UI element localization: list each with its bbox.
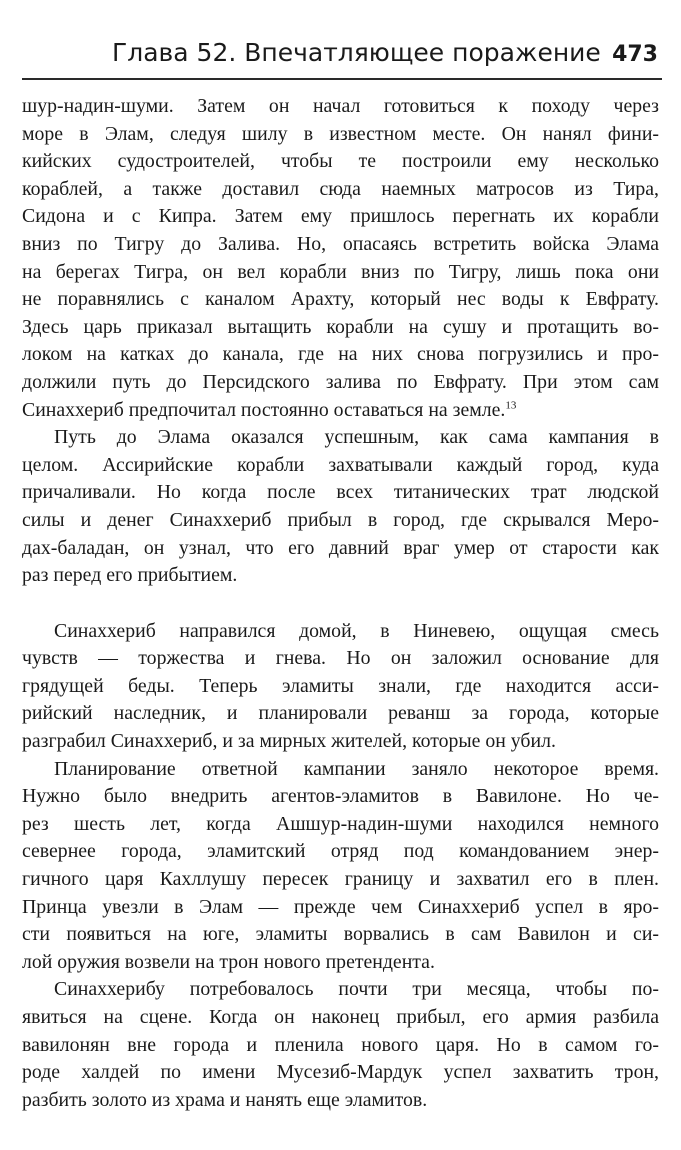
body-text — [22, 93, 659, 1114]
text-line — [22, 93, 659, 121]
text-line-content: дах-баладан, он узнал, что его давний враг умер от старости как — [22, 536, 659, 559]
text-line — [22, 341, 659, 369]
text-line — [22, 259, 659, 287]
page-number: 473 — [612, 42, 658, 67]
text-line-content: грядущей беды. Теперь эламиты знали, где находится асси- — [22, 674, 659, 697]
text-line-content: раз перед его прибытием. — [22, 564, 238, 587]
text-line — [22, 838, 659, 866]
text-line — [22, 397, 659, 425]
text-line — [22, 452, 659, 480]
text-line-content: Сидона и с Кипра. Затем ему пришлось перегнать их корабли — [22, 205, 659, 228]
paragraph — [22, 618, 659, 756]
text-line-content: Синаххериб предпочитал постоянно оставаться на земле. — [22, 398, 506, 421]
running-header — [22, 38, 662, 80]
text-line-content: должили путь до Персидского залива по Евфрату. При этом сам — [22, 370, 659, 393]
text-line — [22, 535, 659, 563]
text-line — [22, 507, 659, 535]
text-line — [22, 369, 659, 397]
text-line — [22, 424, 659, 452]
footnote-reference[interactable]: 13 — [505, 398, 517, 411]
text-line-content: сти появиться на юге, эламиты ворвались в сам Вавилон и си- — [22, 923, 659, 946]
text-line-content: чувств — торжества и гнева. Но он заложил основание для — [22, 647, 659, 670]
text-line-content: роде халдей по имени Мусезиб-Мардук успел захватить трон, — [22, 1061, 659, 1084]
text-line-content: целом. Ассирийские корабли захватывали каждый город, куда — [22, 453, 659, 476]
text-line-content: севернее города, эламитский отряд под командованием энер- — [22, 840, 659, 863]
text-line-content: разграбил Синаххериб, и за мирных жителей, которые он убил. — [22, 730, 556, 753]
text-line-content: рез шесть лет, когда Ашшур-надин-шуми находился немного — [22, 812, 659, 835]
text-line — [22, 976, 659, 1004]
paragraph — [22, 424, 659, 590]
text-line-content: Синаххериб направился домой, в Ниневею, ощущая смесь — [54, 619, 659, 642]
text-line — [22, 756, 659, 784]
paragraph — [22, 93, 659, 424]
text-line — [22, 176, 659, 204]
paragraph — [22, 976, 659, 1114]
text-line — [22, 1087, 659, 1115]
text-line — [22, 479, 659, 507]
text-line — [22, 783, 659, 811]
paragraph — [22, 756, 659, 977]
text-line — [22, 1059, 659, 1087]
text-line — [22, 286, 659, 314]
text-line-content: кораблей, а также доставил сюда наемных матросов из Тира, — [22, 177, 659, 200]
text-line — [22, 1004, 659, 1032]
text-line-content: не поравнялись с каналом Арахту, который нес воды к Евфрату. — [22, 288, 659, 311]
text-line-content: лой оружия возвели на трон нового претендента. — [22, 950, 435, 973]
text-line — [22, 203, 659, 231]
text-line — [22, 673, 659, 701]
text-line-content: гичного царя Кахллушу пересек границу и захватил его в плен. — [22, 868, 659, 891]
text-line-content: вавилонян вне города и пленила нового царя. Но в самом го- — [22, 1033, 659, 1056]
text-line-content: Принца увезли в Элам — прежде чем Синаххериб успел в яро- — [22, 895, 659, 918]
text-line — [22, 148, 659, 176]
text-line-content: причаливали. Но когда после всех титанических трат людской — [22, 481, 659, 504]
text-line — [22, 1032, 659, 1060]
text-line — [22, 921, 659, 949]
text-line — [22, 231, 659, 259]
text-line-content: шур-надин-шуми. Затем он начал готовиться к походу через — [22, 95, 659, 117]
text-line — [22, 645, 659, 673]
text-line — [22, 700, 659, 728]
text-line — [22, 811, 659, 839]
text-line — [22, 618, 659, 646]
text-line — [22, 728, 659, 756]
text-line — [22, 949, 659, 977]
text-line-content: кийских судостроителей, чтобы те построили ему несколько — [22, 150, 659, 173]
text-line — [22, 562, 659, 590]
text-line-content: Путь до Элама оказался успешным, как сама кампания в — [54, 426, 659, 449]
text-line — [22, 121, 659, 149]
chapter-title: Глава 52. Впечатляющее поражение — [112, 38, 601, 67]
text-line-content: рийский наследник, и планировали реванш за города, которые — [22, 702, 659, 725]
text-line-content: вниз по Тигру до Залива. Но, опасаясь встретить войска Элама — [22, 232, 659, 255]
paragraph-gap — [22, 590, 659, 618]
text-line-content: локом на катках до канала, где на них снова погрузились и про- — [22, 343, 659, 366]
text-line-content: Синаххерибу потребовалось почти три месяца, чтобы по- — [54, 978, 659, 1001]
text-line-content: Здесь царь приказал вытащить корабли на сушу и протащить во- — [22, 315, 659, 338]
text-line-content: разбить золото из храма и нанять еще эламитов. — [22, 1088, 428, 1111]
text-line — [22, 314, 659, 342]
text-line — [22, 894, 659, 922]
text-line — [22, 866, 659, 894]
text-line-content: море в Элам, следуя шилу в известном месте. Он нанял фини- — [22, 122, 659, 145]
text-line-content: Планирование ответной кампании заняло некоторое время. — [54, 757, 659, 780]
text-line-content: явиться на сцене. Когда он наконец прибыл, его армия разбила — [22, 1006, 659, 1028]
text-line-content: силы и денег Синаххериб прибыл в город, где скрывался Меро- — [22, 508, 659, 531]
text-line-content: Нужно было внедрить агентов-эламитов в Вавилоне. Но че- — [22, 785, 659, 808]
text-line-content: на берегах Тигра, он вел корабли вниз по Тигру, лишь пока они — [22, 260, 659, 283]
